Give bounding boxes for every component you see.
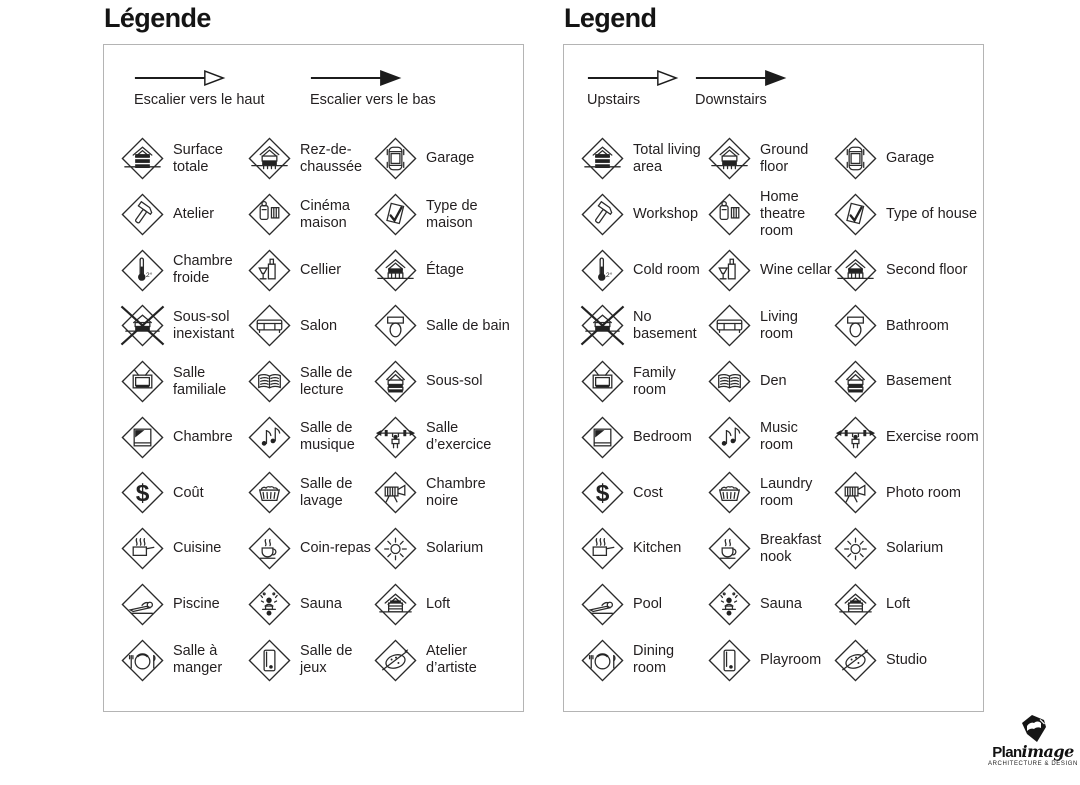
dining-room-icon — [579, 637, 626, 684]
legend-item-label: Sous-sol — [426, 373, 483, 390]
ground-floor-icon — [246, 135, 293, 182]
svg-text:$: $ — [135, 480, 150, 508]
legend-box-french — [103, 44, 524, 712]
workshop-icon — [119, 191, 166, 238]
legend-item — [706, 637, 832, 684]
cost-icon — [579, 469, 626, 516]
stairs-legend — [104, 45, 523, 131]
legend-item — [372, 191, 520, 238]
legend-row — [104, 187, 523, 243]
legend-item-label: Type de maison — [426, 197, 478, 231]
arrow-label: Escalier vers le haut — [134, 92, 265, 108]
legend-item — [119, 135, 246, 182]
legend-item-label: Étage — [426, 261, 464, 278]
legend-item-label: Second floor — [886, 261, 968, 278]
legend-row — [104, 632, 523, 688]
legend-item-label: Salle à manger — [173, 643, 223, 677]
legend-item — [832, 135, 980, 182]
stairs-legend — [564, 45, 983, 131]
wine-cellar-icon — [246, 247, 293, 294]
panel-title-english: Legend — [564, 3, 657, 33]
legend-item-label: Ground floor — [760, 142, 809, 175]
photo-room-icon — [832, 469, 879, 516]
legend-item — [706, 358, 832, 405]
legend-item-label: Cuisine — [173, 540, 222, 557]
legend-item-label: Bedroom — [633, 428, 692, 445]
exercise-room-icon — [372, 414, 419, 461]
legend-item — [579, 302, 706, 349]
home-theatre-icon — [246, 191, 293, 238]
legend-row — [104, 577, 523, 633]
legend-item — [372, 302, 520, 349]
legend-row — [104, 354, 523, 410]
legend-item-label: Living room — [760, 309, 798, 342]
legend-row — [564, 242, 983, 298]
logo-text-plan: Plan — [992, 744, 1022, 761]
legend-item-label: Salle de bain — [426, 317, 510, 334]
legend-row — [564, 131, 983, 187]
workshop-icon — [579, 191, 626, 238]
arrow-label: Downstairs — [695, 92, 767, 108]
legend-item-label: Solarium — [426, 540, 484, 557]
legend-grid-french — [104, 131, 523, 688]
loft-icon — [372, 581, 419, 628]
legend-row — [564, 577, 983, 633]
second-floor-icon — [832, 247, 879, 294]
loft-icon — [832, 581, 879, 628]
legend-row — [104, 298, 523, 354]
legend-item — [372, 135, 520, 182]
legend-item-label: Coin-repas — [300, 540, 371, 557]
legend-item-label: Garage — [886, 150, 935, 167]
legend-item — [706, 525, 832, 572]
legend-row — [564, 354, 983, 410]
laundry-room-icon — [706, 469, 753, 516]
legend-item-label: No basement — [633, 309, 697, 342]
photo-room-icon — [372, 469, 419, 516]
legend-item — [706, 581, 832, 628]
legend-item — [246, 358, 372, 405]
legend-item — [372, 469, 520, 516]
legend-item — [372, 637, 520, 684]
legend-item-label: Coût — [173, 484, 204, 501]
downstairs-arrow-icon — [695, 69, 787, 87]
legend-item-label: Music room — [760, 420, 798, 454]
upstairs-arrow-item — [587, 69, 679, 108]
legend-item — [579, 135, 706, 182]
dining-room-icon — [119, 637, 166, 684]
legend-item-label: Surface totale — [173, 142, 223, 175]
legend-item — [119, 302, 246, 349]
legend-item — [706, 247, 832, 294]
kitchen-icon — [579, 525, 626, 572]
legend-item-label: Salle de lecture — [300, 364, 353, 398]
legend-item — [706, 135, 832, 182]
basement-icon — [372, 358, 419, 405]
breakfast-nook-icon — [246, 525, 293, 572]
legend-item — [119, 581, 246, 628]
legend-item-label: Chambre noire — [426, 476, 486, 509]
legend-item-label: Salle de lavage — [300, 476, 353, 509]
legend-grid-english — [564, 131, 983, 688]
type-of-house-icon — [372, 191, 419, 238]
legend-item-label: Kitchen — [633, 540, 682, 557]
type-of-house-icon — [832, 191, 879, 238]
legend-item — [246, 302, 372, 349]
sauna-icon — [706, 581, 753, 628]
legend-row — [564, 465, 983, 521]
music-room-icon — [246, 414, 293, 461]
garage-icon — [372, 135, 419, 182]
legend-item — [372, 414, 520, 461]
legend-item-label: Loft — [426, 595, 451, 612]
legend-item-label: Chambre — [173, 428, 233, 445]
legend-row — [564, 298, 983, 354]
planimage-logo — [986, 714, 1080, 767]
legend-item — [579, 358, 706, 405]
legend-row — [564, 521, 983, 577]
legend-item — [119, 637, 246, 684]
legend-item-label: Salle familiale — [173, 364, 227, 398]
no-basement-icon — [579, 302, 626, 349]
legend-row — [564, 409, 983, 465]
cost-icon — [119, 469, 166, 516]
legend-item — [706, 189, 832, 239]
bedroom-icon — [579, 414, 626, 461]
legend-panel-french — [103, 0, 524, 712]
legend-item — [246, 637, 372, 684]
svg-text:2°: 2° — [145, 271, 153, 279]
legend-row — [564, 187, 983, 243]
panel-title-french: Légende — [104, 3, 211, 33]
legend-item-label: Salle d’exercice — [426, 420, 492, 454]
family-room-icon — [119, 358, 166, 405]
second-floor-icon — [372, 247, 419, 294]
legend-item-label: Home theatre room — [760, 189, 806, 239]
legend-item-label: Basement — [886, 373, 952, 390]
svg-text:$: $ — [595, 480, 610, 508]
legend-item — [832, 191, 980, 238]
legend-item-label: Cellier — [300, 261, 342, 278]
legend-item — [246, 581, 372, 628]
cold-room-icon — [119, 247, 166, 294]
legend-item — [119, 525, 246, 572]
legend-item — [832, 581, 980, 628]
sauna-icon — [246, 581, 293, 628]
breakfast-nook-icon — [706, 525, 753, 572]
legend-item — [119, 358, 246, 405]
legend-row — [104, 465, 523, 521]
legend-item-label: Type of house — [886, 206, 978, 223]
bedroom-icon — [119, 414, 166, 461]
studio-icon — [832, 637, 879, 684]
legend-item — [832, 469, 980, 516]
legend-box-english — [563, 44, 984, 712]
playroom-icon — [706, 637, 753, 684]
pool-icon — [579, 581, 626, 628]
logo-tagline: ARCHITECTURE & DESIGN — [988, 761, 1078, 767]
legend-item-label: Sous-sol inexistant — [173, 309, 235, 342]
legend-row — [104, 521, 523, 577]
music-room-icon — [706, 414, 753, 461]
legend-item-label: Atelier d’artiste — [426, 643, 477, 677]
ground-floor-icon — [706, 135, 753, 182]
legend-item-label: Sauna — [300, 595, 342, 612]
legend-item — [246, 135, 372, 182]
downstairs-arrow-item — [695, 69, 787, 108]
den-icon — [706, 358, 753, 405]
legend-item — [579, 637, 706, 684]
legend-item-label: Cold room — [633, 261, 700, 278]
pool-icon — [119, 581, 166, 628]
legend-item — [372, 247, 520, 294]
solarium-icon — [372, 525, 419, 572]
legend-item — [246, 525, 372, 572]
home-theatre-icon — [706, 191, 753, 238]
legend-item-label: Family room — [633, 364, 676, 398]
garage-icon — [832, 135, 879, 182]
arrow-label: Upstairs — [587, 92, 641, 108]
legend-item-label: Den — [760, 373, 787, 390]
living-room-icon — [246, 302, 293, 349]
legend-item — [832, 525, 980, 572]
legend-item — [119, 191, 246, 238]
legend-item — [706, 414, 832, 461]
legend-item-label: Chambre froide — [173, 253, 233, 287]
legend-item — [246, 469, 372, 516]
legend-item-label: Bathroom — [886, 317, 949, 334]
legend-item — [372, 358, 520, 405]
planimage-logo-icon — [1013, 714, 1053, 744]
upstairs-arrow-icon — [587, 69, 679, 87]
legend-item-label: Wine cellar — [760, 261, 832, 278]
legend-item-label: Cost — [633, 484, 663, 501]
legend-item — [832, 637, 980, 684]
legend-item-label: Loft — [886, 595, 911, 612]
legend-panel-english — [563, 0, 984, 712]
legend-item-label: Sauna — [760, 595, 802, 612]
legend-item-label: Cinéma maison — [300, 197, 350, 231]
legend-item — [579, 469, 706, 516]
legend-item-label: Salle de jeux — [300, 643, 353, 677]
total-area-icon — [119, 135, 166, 182]
legend-item — [246, 414, 372, 461]
wine-cellar-icon — [706, 247, 753, 294]
bathroom-icon — [832, 302, 879, 349]
legend-item-label: Solarium — [886, 540, 944, 557]
legend-item — [579, 581, 706, 628]
playroom-icon — [246, 637, 293, 684]
legend-item-label: Breakfast nook — [760, 531, 822, 565]
legend-row — [564, 632, 983, 688]
legend-item — [246, 191, 372, 238]
legend-item-label: Piscine — [173, 595, 220, 612]
legend-item — [579, 525, 706, 572]
legend-item — [372, 581, 520, 628]
legend-item — [119, 247, 246, 294]
bathroom-icon — [372, 302, 419, 349]
upstairs-arrow-icon — [134, 69, 226, 87]
legend-item-label: Salon — [300, 317, 338, 334]
legend-row — [104, 131, 523, 187]
den-icon — [246, 358, 293, 405]
kitchen-icon — [119, 525, 166, 572]
family-room-icon — [579, 358, 626, 405]
legend-item-label: Garage — [426, 150, 475, 167]
arrow-label: Escalier vers le bas — [310, 92, 436, 108]
upstairs-arrow-item — [134, 69, 265, 108]
legend-item-label: Photo room — [886, 484, 961, 501]
logo-wordmark — [986, 744, 1080, 760]
legend-item — [832, 247, 980, 294]
legend-item-label: Atelier — [173, 206, 215, 223]
laundry-room-icon — [246, 469, 293, 516]
no-basement-icon — [119, 302, 166, 349]
legend-item-label: Playroom — [760, 651, 822, 668]
legend-item — [579, 414, 706, 461]
legend-item-label: Total living area — [633, 142, 701, 175]
legend-item — [246, 247, 372, 294]
legend-item — [579, 191, 706, 238]
logo-text-image: image — [1021, 742, 1074, 761]
legend-item-label: Workshop — [633, 206, 699, 223]
legend-item — [706, 302, 832, 349]
legend-item — [832, 302, 980, 349]
legend-item-label: Laundry room — [760, 476, 813, 509]
legend-item — [706, 469, 832, 516]
legend-item — [832, 414, 980, 461]
legend-item — [579, 247, 706, 294]
legend-item — [119, 414, 246, 461]
downstairs-arrow-icon — [310, 69, 402, 87]
legend-row — [104, 242, 523, 298]
studio-icon — [372, 637, 419, 684]
legend-item-label: Dining room — [633, 643, 675, 677]
legend-item-label: Salle de musique — [300, 420, 355, 454]
svg-text:2°: 2° — [605, 271, 613, 279]
exercise-room-icon — [832, 414, 879, 461]
downstairs-arrow-item — [310, 69, 436, 108]
legend-item — [372, 525, 520, 572]
legend-item — [832, 358, 980, 405]
legend-item-label: Pool — [633, 595, 663, 612]
legend-row — [104, 409, 523, 465]
basement-icon — [832, 358, 879, 405]
cold-room-icon — [579, 247, 626, 294]
legend-item-label: Rez-de-chaussée — [300, 142, 363, 175]
legend-item-label: Studio — [886, 651, 928, 668]
legend-item-label: Exercise room — [886, 428, 979, 445]
solarium-icon — [832, 525, 879, 572]
total-area-icon — [579, 135, 626, 182]
legend-item — [119, 469, 246, 516]
living-room-icon — [706, 302, 753, 349]
